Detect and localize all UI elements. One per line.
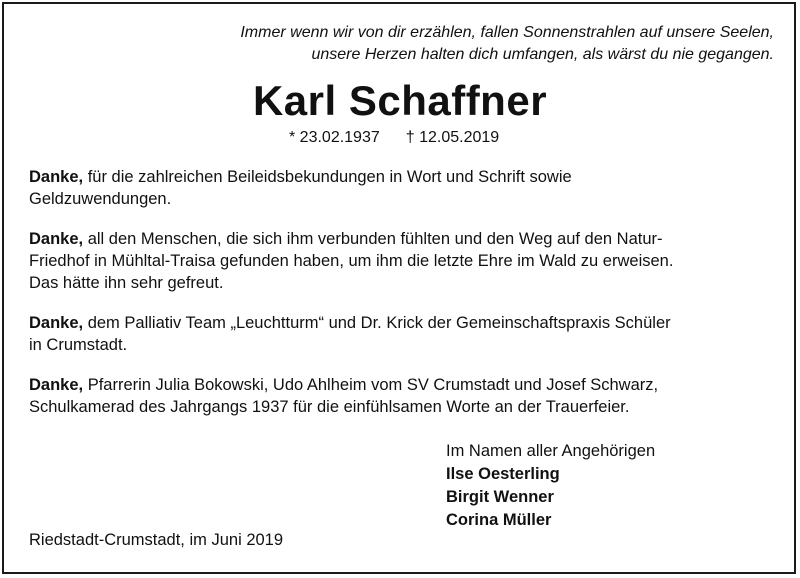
signers-block (446, 440, 655, 532)
thanks-lead: Danke, (29, 168, 84, 186)
signer-name: Birgit Wenner (446, 488, 554, 506)
place-and-date: Riedstadt-Crumstadt, im Juni 2019 (29, 531, 284, 549)
signers-intro: Im Namen aller Angehörigen (446, 442, 656, 460)
paragraph-line: Geldzuwendungen. (29, 190, 172, 208)
deceased-name: Karl Schaffner (252, 77, 548, 124)
paragraph-line: dem Palliativ Team „Leuchtturm“ und Dr. Krick der Gemeinschaftspraxis Schüler (87, 314, 671, 332)
thanks-paragraph (29, 374, 777, 418)
thanks-paragraph (29, 166, 777, 210)
quote-line: Immer wenn wir von dir erzählen, fallen Sonnenstrahlen auf unsere Seelen, (240, 24, 774, 41)
memorial-quote (174, 22, 774, 66)
death-date: † 12.05.2019 (405, 129, 500, 146)
thanks-paragraph (29, 228, 777, 294)
birth-date: * 23.02.1937 (289, 129, 380, 146)
paragraph-line: in Crumstadt. (29, 336, 128, 354)
thanks-lead: Danke, (29, 230, 84, 248)
paragraph-line: Friedhof in Mühltal-Traisa gefunden haben, um ihm die letzte Ehre im Wald zu erweisen. (29, 252, 674, 270)
paragraph-line: Das hätte ihn sehr gefreut. (29, 274, 224, 292)
signer-name: Ilse Oesterling (446, 465, 560, 483)
signer-name: Corina Müller (446, 511, 552, 529)
life-dates (289, 128, 499, 148)
quote-line: unsere Herzen halten dich umfangen, als wärst du nie gegangen. (311, 46, 774, 63)
paragraph-line: für die zahlreichen Beileidsbekundungen in Wort und Schrift sowie (87, 168, 572, 186)
paragraph-line: Schulkamerad des Jahrgangs 1937 für die einfühlsamen Worte an der Trauerfeier. (29, 398, 630, 416)
thanks-lead: Danke, (29, 314, 84, 332)
paragraph-line: all den Menschen, die sich ihm verbunden fühlten und den Weg auf den Natur- (87, 230, 663, 248)
paragraph-line: Pfarrerin Julia Bokowski, Udo Ahlheim vom SV Crumstadt und Josef Schwarz, (87, 376, 659, 394)
thanks-body (29, 166, 777, 436)
thanks-paragraph (29, 312, 777, 356)
thanks-lead: Danke, (29, 376, 84, 394)
